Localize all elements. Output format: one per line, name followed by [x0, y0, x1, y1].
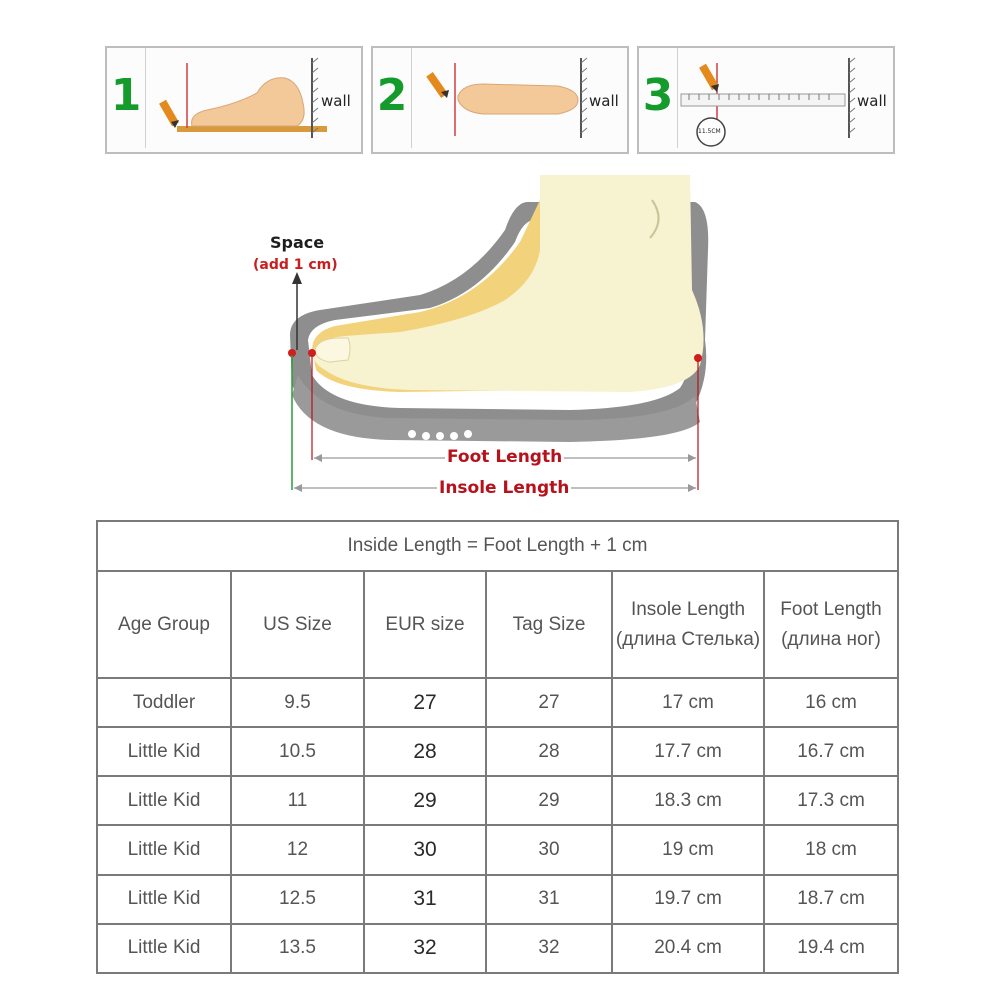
cell-age-group: Little Kid [97, 825, 231, 874]
cell-insole-length: 20.4 cm [612, 924, 764, 973]
measuring-steps [105, 46, 895, 150]
step-1-panel [105, 46, 363, 154]
cell-foot-length: 19.4 cm [764, 924, 898, 973]
cell-age-group: Little Kid [97, 924, 231, 973]
step-2-number: 2 [376, 70, 408, 121]
step-1-number: 1 [110, 70, 142, 121]
table-caption: Inside Length = Foot Length + 1 cm [97, 521, 898, 571]
header-tag-size: Tag Size [486, 571, 612, 678]
shoe-foot-diagram [240, 160, 760, 510]
table-row [97, 678, 898, 727]
pencil-icon [699, 64, 719, 92]
cell-foot-length: 16 cm [764, 678, 898, 727]
cell-eur-size: 27 [364, 678, 486, 727]
space-sub-label: (add 1 cm) [253, 257, 338, 273]
header-us-size: US Size [231, 571, 364, 678]
cell-age-group: Little Kid [97, 875, 231, 924]
cell-insole-length: 19.7 cm [612, 875, 764, 924]
header-insole-length-ru: (длина Стелька) [615, 628, 761, 650]
cell-eur-size: 30 [364, 825, 486, 874]
cell-us-size: 12 [231, 825, 364, 874]
table-row [97, 776, 898, 825]
cell-us-size: 12.5 [231, 875, 364, 924]
header-insole-length [612, 571, 764, 678]
cell-age-group: Toddler [97, 678, 231, 727]
header-insole-length-en: Insole Length [630, 599, 746, 621]
ruler-reading-label: 11.5CM [698, 128, 721, 135]
cell-foot-length: 17.3 cm [764, 776, 898, 825]
cell-tag-size: 27 [486, 678, 612, 727]
header-foot-length-ru: (длина ног) [781, 628, 881, 650]
cell-insole-length: 17.7 cm [612, 727, 764, 776]
header-foot-length [764, 571, 898, 678]
cell-age-group: Little Kid [97, 776, 231, 825]
header-age-group: Age Group [97, 571, 231, 678]
cell-insole-length: 18.3 cm [612, 776, 764, 825]
wall-label: wall [589, 92, 619, 110]
cell-tag-size: 28 [486, 727, 612, 776]
wall-label: wall [857, 92, 887, 110]
cell-us-size: 11 [231, 776, 364, 825]
wall-label: wall [321, 92, 351, 110]
cell-eur-size: 32 [364, 924, 486, 973]
insole-length-label: Insole Length [439, 478, 570, 498]
table-row [97, 727, 898, 776]
space-label: Space [270, 233, 325, 252]
cell-foot-length: 16.7 cm [764, 727, 898, 776]
pencil-icon [159, 100, 179, 128]
cell-insole-length: 19 cm [612, 825, 764, 874]
cell-eur-size: 29 [364, 776, 486, 825]
cell-eur-size: 31 [364, 875, 486, 924]
cell-us-size: 9.5 [231, 678, 364, 727]
step-3-number: 3 [642, 70, 674, 121]
ruler-illustration [639, 48, 893, 148]
cell-tag-size: 29 [486, 776, 612, 825]
cell-tag-size: 31 [486, 875, 612, 924]
table-header-row [97, 571, 898, 678]
cell-eur-size: 28 [364, 727, 486, 776]
table-row [97, 924, 898, 973]
cell-age-group: Little Kid [97, 727, 231, 776]
step-2-panel [371, 46, 629, 154]
cell-tag-size: 32 [486, 924, 612, 973]
cell-foot-length: 18 cm [764, 825, 898, 874]
cell-tag-size: 30 [486, 825, 612, 874]
header-foot-length-en: Foot Length [780, 599, 882, 621]
header-eur-size: EUR size [364, 571, 486, 678]
cell-us-size: 10.5 [231, 727, 364, 776]
table-row [97, 825, 898, 874]
step-3-panel [637, 46, 895, 154]
cell-us-size: 13.5 [231, 924, 364, 973]
table-row [97, 875, 898, 924]
foot-length-label: Foot Length [447, 447, 563, 467]
cell-insole-length: 17 cm [612, 678, 764, 727]
pencil-icon [426, 72, 449, 98]
size-chart-table [96, 520, 899, 974]
cell-foot-length: 18.7 cm [764, 875, 898, 924]
